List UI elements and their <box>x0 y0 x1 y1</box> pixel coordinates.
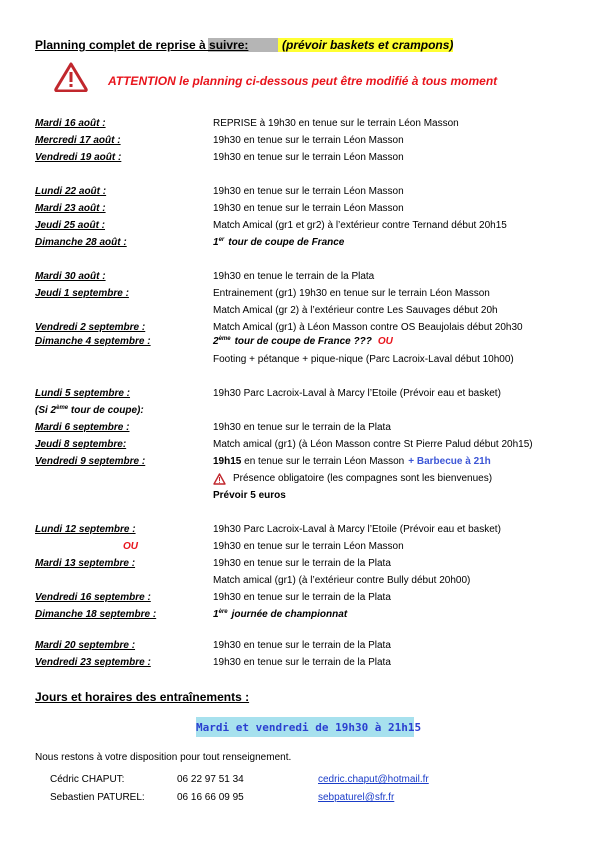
contact-name: Cédric CHAPUT: <box>50 774 125 785</box>
description-text: 19h30 en tenue sur le terrain de la Plata <box>213 558 391 569</box>
schedule-date <box>35 271 106 283</box>
schedule-description <box>213 558 391 570</box>
date-label: Dimanche 28 août : <box>35 237 127 248</box>
schedule-description <box>213 354 514 366</box>
page-title: Planning complet de reprise à suivre: <box>35 38 249 52</box>
description-text: tour de coupe de France ??? <box>234 336 372 347</box>
schedule-description <box>213 271 374 283</box>
schedule-description <box>233 473 492 485</box>
date-label: Dimanche 18 septembre : <box>35 609 157 620</box>
schedule-description <box>213 422 391 434</box>
schedule-date <box>35 322 145 334</box>
schedule-date <box>35 336 151 348</box>
schedule-description <box>213 575 470 587</box>
schedule-description <box>213 135 404 147</box>
schedule-date <box>123 541 138 553</box>
schedule-description <box>213 609 347 621</box>
date-label: Vendredi 19 août : <box>35 152 122 163</box>
schedule-description <box>213 456 491 468</box>
schedule-description <box>213 388 501 400</box>
description-text: 19h30 en tenue sur le terrain Léon Masson <box>213 541 404 552</box>
description-text: 19h30 en tenue sur le terrain de la Plata <box>213 640 391 651</box>
description-text: 19h30 en tenue sur le terrain Léon Masson <box>213 135 404 146</box>
schedule-date <box>35 237 127 249</box>
description-text: en tenue sur le terrain Léon Masson <box>244 456 405 467</box>
description-text: Présence obligatoire (les compagnes sont les bienvenues) <box>233 473 493 484</box>
date-label: Mardi 16 août : <box>35 118 106 129</box>
schedule-description <box>213 490 286 502</box>
contact-phone: 06 16 66 09 95 <box>177 792 244 803</box>
or-label: OU <box>123 541 138 552</box>
contact-phone: 06 22 97 51 34 <box>177 774 244 785</box>
schedule-date <box>35 220 105 232</box>
description-text: Match Amical (gr1) à Léon Masson contre OS Beaujolais début 20h30 <box>213 322 523 333</box>
description-text: 19h30 Parc Lacroix-Laval à Marcy l’Etoile (Prévoir eau et basket) <box>213 524 501 535</box>
contact-email-link[interactable]: cedric.chaput@hotmail.fr <box>318 774 429 785</box>
schedule-description <box>213 288 490 300</box>
schedule-description <box>213 305 498 317</box>
date-label: Vendredi 2 septembre : <box>35 322 146 333</box>
description-text: Match Amical (gr 2) à l’extérieur contre Les Sauvages début 20h <box>213 305 498 316</box>
ordinal-number: 1 <box>213 609 219 620</box>
description-text: 19h30 en tenue sur le terrain de la Plata <box>213 592 391 603</box>
schedule-date <box>35 152 121 164</box>
schedule-date <box>35 558 135 570</box>
schedule-date <box>35 405 144 417</box>
closing-text: Nous restons à votre disposition pour tout renseignement. <box>35 752 292 763</box>
description-text: Entrainement (gr1) 19h30 en tenue sur le terrain Léon Masson <box>213 288 490 299</box>
date-label: Mardi 30 août : <box>35 271 106 282</box>
schedule-date <box>35 524 136 536</box>
description-text: 19h30 en tenue le terrain de la Plata <box>213 271 375 282</box>
schedule-date <box>35 439 126 451</box>
training-heading: Jours et horaires des entraînements : <box>35 690 250 704</box>
description-text: tour de coupe de France <box>228 237 345 248</box>
schedule-date <box>35 288 129 300</box>
date-label: Jeudi 25 août : <box>35 220 106 231</box>
ordinal-suffix: ème <box>218 336 231 342</box>
description-text: 19h30 en tenue sur le terrain Léon Masson <box>213 203 404 214</box>
or-label: OU <box>377 336 393 347</box>
equipment-note: (prévoir baskets et crampons) <box>282 38 454 52</box>
description-text: REPRISE à 19h30 en tenue sur le terrain Léon Masson <box>213 118 459 129</box>
schedule-description <box>213 439 533 451</box>
schedule-date <box>35 203 106 215</box>
date-label: Mardi 13 septembre : <box>35 558 136 569</box>
description-text: 19h30 en tenue sur le terrain Léon Masson <box>213 186 404 197</box>
schedule-date <box>35 657 151 669</box>
date-label: Jeudi 8 septembre: <box>35 439 127 450</box>
schedule-date <box>35 388 130 400</box>
date-label: Vendredi 23 septembre : <box>35 657 151 668</box>
training-schedule: Mardi et vendredi de 19h30 à 21h15 <box>196 721 422 734</box>
date-label: Jeudi 1 septembre : <box>35 288 129 299</box>
date-label: Mardi 6 septembre : <box>35 422 130 433</box>
date-label: Mercredi 17 août : <box>35 135 121 146</box>
contact-email-link[interactable]: sebpaturel@sfr.fr <box>318 792 395 803</box>
schedule-date <box>35 422 129 434</box>
schedule-description <box>213 541 404 553</box>
date-label: Lundi 5 septembre : <box>35 388 131 399</box>
schedule-description <box>213 657 391 669</box>
description-text: Match amical (gr1) (à l’extérieur contre Bully début 20h00) <box>213 575 471 586</box>
description-text: Match Amical (gr1 et gr2) à l’extérieur contre Ternand début 20h15 <box>213 220 507 231</box>
ordinal-number: 1 <box>213 237 219 248</box>
schedule-date <box>35 609 156 621</box>
schedule-description <box>213 186 404 198</box>
alert-icon <box>213 472 226 484</box>
description-text: 19h30 en tenue sur le terrain de la Plata <box>213 657 391 668</box>
schedule-description <box>213 237 344 249</box>
date-prefix: (Si 2 <box>35 405 57 416</box>
description-text: Footing + pétanque + pique-nique (Parc Lacroix-Laval début 10h00) <box>213 354 514 365</box>
schedule-description <box>213 336 393 348</box>
description-text: Match amical (gr1) (à Léon Masson contre St Pierre Palud début 20h15) <box>213 439 533 450</box>
date-label: Mardi 20 septembre : <box>35 640 136 651</box>
ordinal-suffix: er <box>218 237 225 243</box>
description-text: 19h30 Parc Lacroix-Laval à Marcy l’Etoile (Prévoir eau et basket) <box>213 388 501 399</box>
ordinal-suffix: ère <box>218 609 228 615</box>
schedule-date <box>35 592 151 604</box>
schedule-description <box>213 592 391 604</box>
schedule-description <box>213 118 459 130</box>
schedule-description <box>213 640 391 652</box>
date-label: Vendredi 9 septembre : <box>35 456 146 467</box>
contact-name: Sebastien PATUREL: <box>50 792 145 803</box>
description-text: journée de championnat <box>231 609 348 620</box>
schedule-date <box>35 135 121 147</box>
date-label: Vendredi 16 septembre : <box>35 592 151 603</box>
schedule-date <box>35 118 106 130</box>
schedule-description <box>213 203 404 215</box>
date-superscript: ème <box>56 405 69 411</box>
schedule-description <box>213 220 507 232</box>
bold-text: 19h15 <box>213 456 242 467</box>
description-text: 19h30 en tenue sur le terrain Léon Masson <box>213 152 404 163</box>
ordinal-number: 2 <box>213 336 219 347</box>
schedule-date <box>35 186 106 198</box>
schedule-description <box>213 152 404 164</box>
warning-icon <box>54 62 88 92</box>
date-label: Mardi 23 août : <box>35 203 106 214</box>
date-label: tour de coupe): <box>70 405 144 416</box>
barbecue-highlight: + Barbecue à 21h <box>408 456 491 467</box>
schedule-description <box>213 524 501 536</box>
date-label: Dimanche 4 septembre : <box>35 336 151 347</box>
bold-text: Prévoir 5 euros <box>213 490 286 501</box>
schedule-description <box>213 322 523 334</box>
date-label: Lundi 22 août : <box>35 186 107 197</box>
schedule-date <box>35 456 145 468</box>
warning-text: ATTENTION le planning ci-dessous peut être modifié à tous moment <box>108 74 498 88</box>
date-label: Lundi 12 septembre : <box>35 524 136 535</box>
description-text: 19h30 en tenue sur le terrain de la Plata <box>213 422 391 433</box>
schedule-date <box>35 640 135 652</box>
